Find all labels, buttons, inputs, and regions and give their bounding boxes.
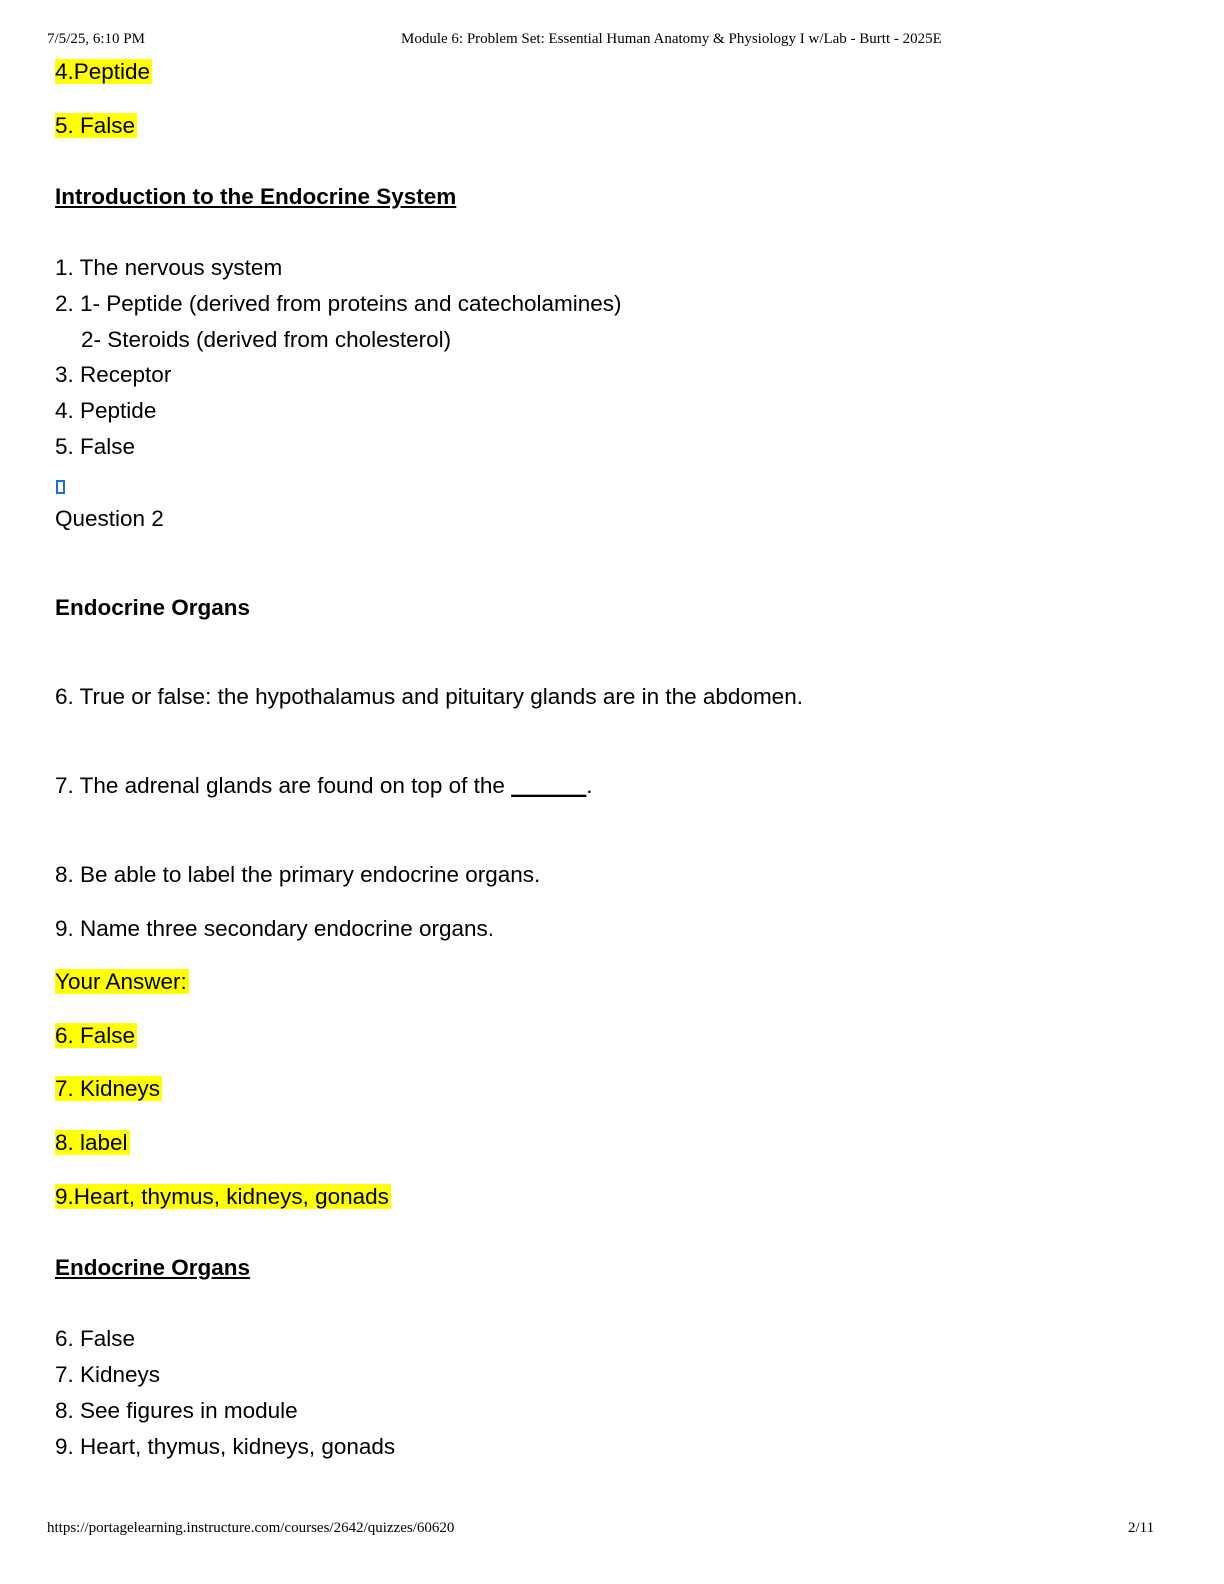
intro-item: 1. The nervous system: [55, 255, 283, 280]
intro-heading: Introduction to the Endocrine System: [55, 184, 457, 209]
intro-item: 2- Steroids (derived from cholesterol): [81, 327, 452, 352]
intro-item: 5. False: [55, 434, 136, 459]
question-8: 8. Be able to label the primary endocrine organs.: [55, 862, 541, 887]
page-number: 2/11: [1128, 1520, 1155, 1536]
your-answer-label: Your Answer:: [55, 969, 187, 994]
print-title: Module 6: Problem Set: Essential Human Anatomy & Physiology I w/Lab - Burtt - 2025E: [401, 31, 942, 47]
question-heading: Endocrine Organs: [55, 595, 251, 620]
prev-answer-5: 5. False: [55, 113, 136, 138]
key-item: 9. Heart, thymus, kidneys, gonads: [55, 1434, 396, 1459]
print-url[interactable]: https://portagelearning.instructure.com/courses/2642/quizzes/60620: [47, 1520, 455, 1536]
intro-item: 2. 1- Peptide (derived from proteins and catecholamines): [55, 291, 622, 316]
question-7-text: 7. The adrenal glands are found on top of the: [55, 773, 512, 798]
intro-item: 3. Receptor: [55, 362, 172, 387]
question-7-blank: ______: [511, 773, 587, 798]
your-answer-item: 8. label: [55, 1130, 128, 1155]
your-answer-item: 7. Kidneys: [55, 1076, 161, 1101]
intro-item: 4. Peptide: [55, 398, 157, 423]
question-6: 6. True or false: the hypothalamus and pituitary glands are in the abdomen.: [55, 684, 803, 709]
key-item: 6. False: [55, 1326, 136, 1351]
key-item: 8. See figures in module: [55, 1398, 298, 1423]
your-answer-item: 6. False: [55, 1023, 136, 1048]
key-item: 7. Kidneys: [55, 1362, 161, 1387]
print-footer: [0, 1520, 1224, 1540]
key-heading: Endocrine Organs: [55, 1255, 251, 1280]
print-header: [0, 31, 1224, 51]
question-9: 9. Name three secondary endocrine organs.: [55, 916, 495, 941]
question-7: [55, 773, 593, 799]
question-7-suffix: .: [586, 773, 593, 798]
your-answer-item: 9.Heart, thymus, kidneys, gonads: [55, 1184, 389, 1209]
question-label: Question 2: [55, 506, 164, 531]
prev-answer-4: 4.Peptide: [55, 59, 151, 84]
print-datetime: 7/5/25, 6:10 PM: [47, 31, 145, 47]
flag-outline-icon[interactable]: [56, 480, 65, 494]
